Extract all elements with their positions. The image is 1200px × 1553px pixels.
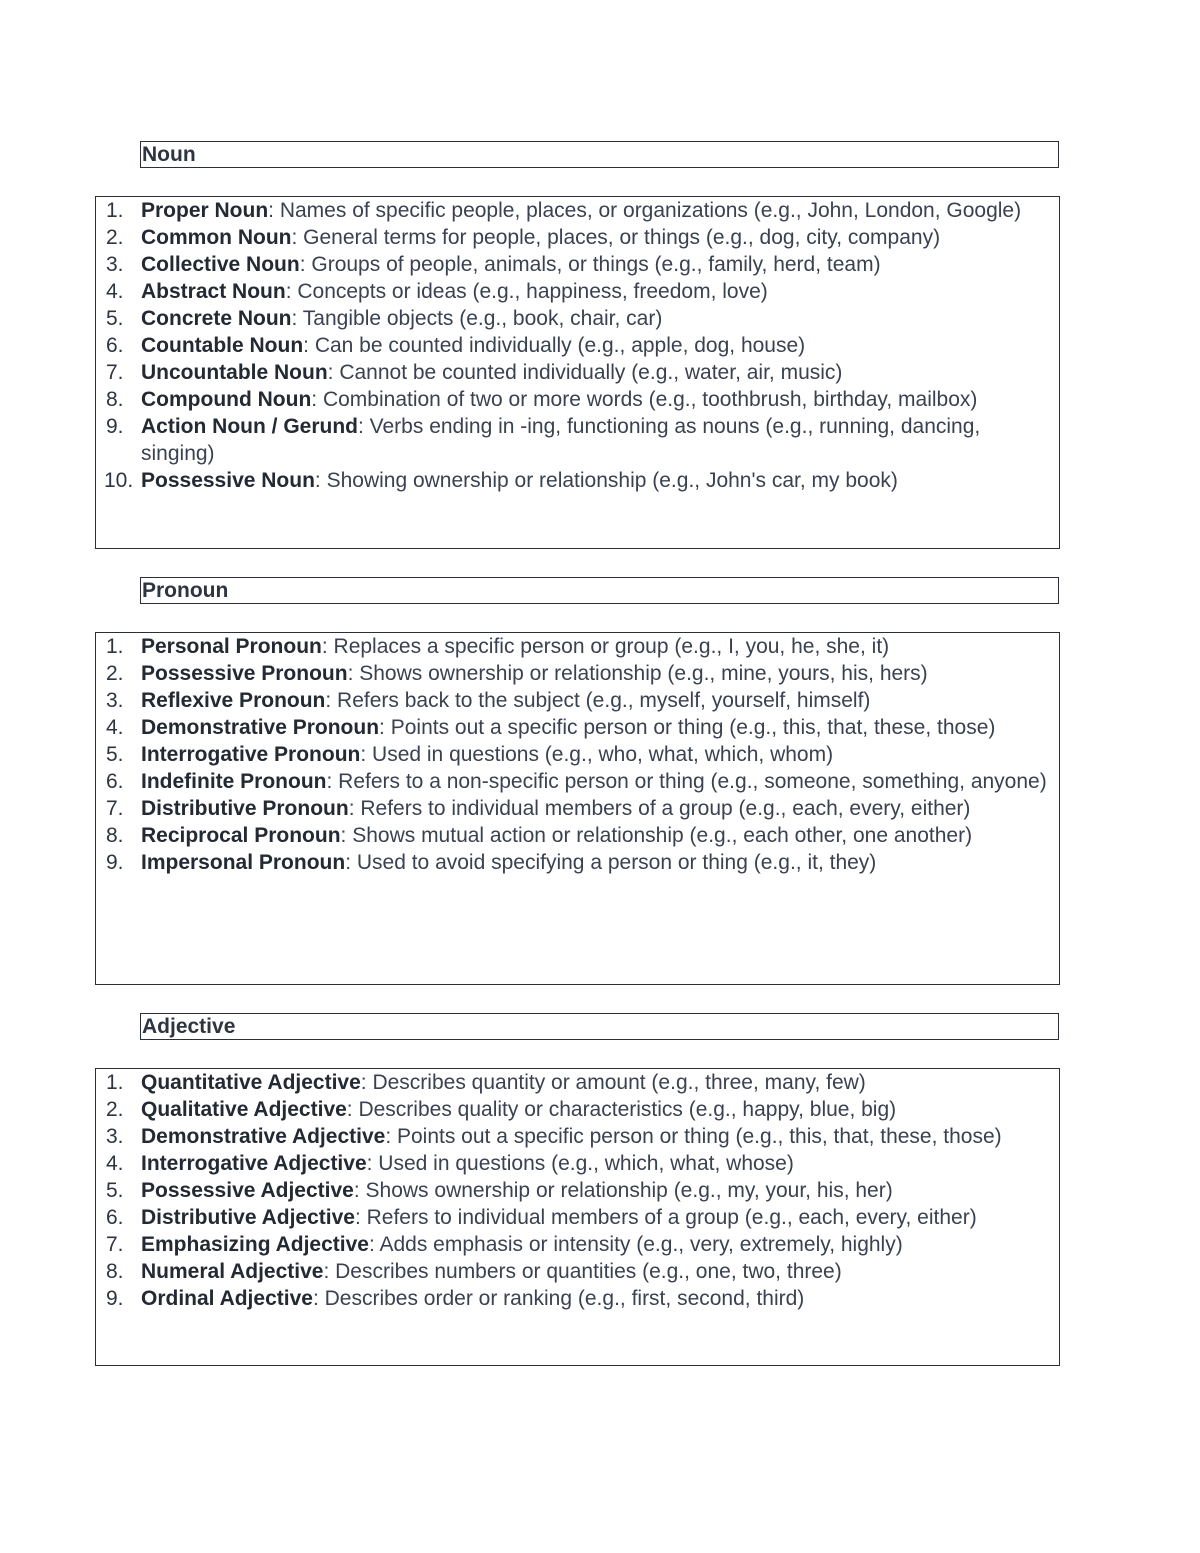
list-description: : Replaces a specific person or group (e.g., I, you, he, she, it) <box>321 635 890 658</box>
list-item <box>96 1258 1059 1285</box>
list-item <box>96 1069 1059 1096</box>
list-item <box>96 332 1059 359</box>
list-number: 4. <box>106 716 124 739</box>
list-item <box>96 1204 1059 1231</box>
list-number: 2. <box>106 662 124 685</box>
list-description: : Points out a specific person or thing (e.g., this, that, these, those) <box>385 1125 1002 1148</box>
list-term: Uncountable Noun <box>141 361 328 384</box>
list-term: Abstract Noun <box>141 280 286 303</box>
list-term: Impersonal Pronoun <box>141 851 346 874</box>
list-item <box>96 822 1059 849</box>
list-description: : Refers back to the subject (e.g., myself, yourself, himself) <box>325 689 871 712</box>
list-description: : Used in questions (e.g., which, what, whose) <box>366 1152 794 1175</box>
list-item <box>96 467 1059 494</box>
list-term: Reciprocal Pronoun <box>141 824 341 847</box>
list-description: : Adds emphasis or intensity (e.g., very, extremely, highly) <box>368 1233 903 1256</box>
list-item <box>96 386 1059 413</box>
list-number: 6. <box>106 334 124 357</box>
list-term: Interrogative Pronoun <box>141 743 361 766</box>
list-term: Indefinite Pronoun <box>141 770 327 793</box>
list-term: Demonstrative Adjective <box>141 1125 386 1148</box>
list-number: 8. <box>106 1260 124 1283</box>
list-number: 8. <box>106 824 124 847</box>
list-term: Compound Noun <box>141 388 312 411</box>
list-description: : Shows ownership or relationship (e.g., my, your, his, her) <box>353 1179 893 1202</box>
list-item <box>96 795 1059 822</box>
list-item <box>96 633 1059 660</box>
list-number: 3. <box>106 253 124 276</box>
list-term: Possessive Pronoun <box>141 662 348 685</box>
list-description: : Tangible objects (e.g., book, chair, car) <box>291 307 663 330</box>
noun-types-list <box>95 196 1060 549</box>
list-term: Common Noun <box>141 226 292 249</box>
list-term: Distributive Pronoun <box>141 797 349 820</box>
list-number: 5. <box>106 307 124 330</box>
list-number: 5. <box>106 743 124 766</box>
list-description: : Groups of people, animals, or things (e.g., family, herd, team) <box>299 253 881 276</box>
list-item <box>96 714 1059 741</box>
list-term: Proper Noun <box>141 199 269 222</box>
list-number: 1. <box>106 1071 124 1094</box>
list-description: : General terms for people, places, or things (e.g., dog, city, company) <box>291 226 941 249</box>
section-heading-pronoun: Pronoun <box>140 577 1059 604</box>
list-number: 7. <box>106 361 124 384</box>
list-item <box>96 768 1059 795</box>
adjective-types-list <box>95 1068 1060 1366</box>
list-number: 2. <box>106 226 124 249</box>
list-item <box>96 1150 1059 1177</box>
list-description: : Names of specific people, places, or organizations (e.g., John, London, Google) <box>268 199 1022 222</box>
list-item <box>96 1231 1059 1258</box>
list-term: Qualitative Adjective <box>141 1098 347 1121</box>
list-number: 7. <box>106 1233 124 1256</box>
list-number: 8. <box>106 388 124 411</box>
list-term: Possessive Adjective <box>141 1179 354 1202</box>
list-item <box>96 413 1059 467</box>
list-description: : Cannot be counted individually (e.g., water, air, music) <box>327 361 843 384</box>
list-number: 2. <box>106 1098 124 1121</box>
list-description: : Shows mutual action or relationship (e.g., each other, one another) <box>340 824 973 847</box>
list-term: Collective Noun <box>141 253 300 276</box>
list-item <box>96 1177 1059 1204</box>
list-item <box>96 278 1059 305</box>
list-term: Quantitative Adjective <box>141 1071 361 1094</box>
list-number: 3. <box>106 689 124 712</box>
list-number: 4. <box>106 1152 124 1175</box>
list-description: : Points out a specific person or thing (e.g., this, that, these, those) <box>379 716 996 739</box>
list-description: : Refers to individual members of a group (e.g., each, every, either) <box>348 797 971 820</box>
section-heading-noun: Noun <box>140 141 1059 168</box>
list-description: : Used in questions (e.g., who, what, which, whom) <box>360 743 834 766</box>
list-item <box>96 687 1059 714</box>
list-term: Possessive Noun <box>141 469 315 492</box>
list-description: : Describes quantity or amount (e.g., three, many, few) <box>360 1071 866 1094</box>
list-number: 4. <box>106 280 124 303</box>
list-item <box>96 305 1059 332</box>
list-item <box>96 197 1059 224</box>
list-term: Countable Noun <box>141 334 304 357</box>
list-description: : Describes numbers or quantities (e.g., one, two, three) <box>323 1260 842 1283</box>
list-term: Interrogative Adjective <box>141 1152 367 1175</box>
list-term: Demonstrative Pronoun <box>141 716 380 739</box>
list-number: 6. <box>106 770 124 793</box>
list-description: : Showing ownership or relationship (e.g., John's car, my book) <box>314 469 898 492</box>
list-term: Numeral Adjective <box>141 1260 324 1283</box>
list-number: 9. <box>106 1287 124 1310</box>
list-item <box>96 849 1059 876</box>
list-description: : Verbs ending in -ing, functioning as nouns (e.g., running, dancing, singing) <box>141 415 981 465</box>
list-term: Distributive Adjective <box>141 1206 355 1229</box>
list-number: 9. <box>106 415 124 438</box>
list-description: : Used to avoid specifying a person or thing (e.g., it, they) <box>345 851 877 874</box>
list-number: 1. <box>106 199 124 222</box>
list-description: : Combination of two or more words (e.g., toothbrush, birthday, mailbox) <box>311 388 978 411</box>
list-item <box>96 660 1059 687</box>
list-item <box>96 251 1059 278</box>
list-term: Emphasizing Adjective <box>141 1233 369 1256</box>
list-item <box>96 1123 1059 1150</box>
list-description: : Describes order or ranking (e.g., first, second, third) <box>312 1287 805 1310</box>
list-number: 9. <box>106 851 124 874</box>
list-item <box>96 741 1059 768</box>
list-term: Personal Pronoun <box>141 635 322 658</box>
list-number: 5. <box>106 1179 124 1202</box>
list-description: : Concepts or ideas (e.g., happiness, freedom, love) <box>285 280 768 303</box>
list-item <box>96 359 1059 386</box>
list-item <box>96 1096 1059 1123</box>
section-heading-adjective: Adjective <box>140 1013 1059 1040</box>
list-number: 3. <box>106 1125 124 1148</box>
list-number: 1. <box>106 635 124 658</box>
pronoun-types-list <box>95 632 1060 985</box>
list-number: 7. <box>106 797 124 820</box>
list-description: : Describes quality or characteristics (e.g., happy, blue, big) <box>346 1098 897 1121</box>
list-description: : Can be counted individually (e.g., apple, dog, house) <box>303 334 806 357</box>
list-description: : Refers to individual members of a group (e.g., each, every, either) <box>354 1206 977 1229</box>
list-term: Action Noun / Gerund <box>141 415 358 438</box>
list-number: 10. <box>104 469 134 492</box>
list-item <box>96 1285 1059 1312</box>
list-term: Ordinal Adjective <box>141 1287 313 1310</box>
list-term: Concrete Noun <box>141 307 292 330</box>
list-description: : Refers to a non-specific person or thing (e.g., someone, something, anyone) <box>326 770 1047 793</box>
list-term: Reflexive Pronoun <box>141 689 326 712</box>
list-number: 6. <box>106 1206 124 1229</box>
list-item <box>96 224 1059 251</box>
list-description: : Shows ownership or relationship (e.g., mine, yours, his, hers) <box>347 662 928 685</box>
